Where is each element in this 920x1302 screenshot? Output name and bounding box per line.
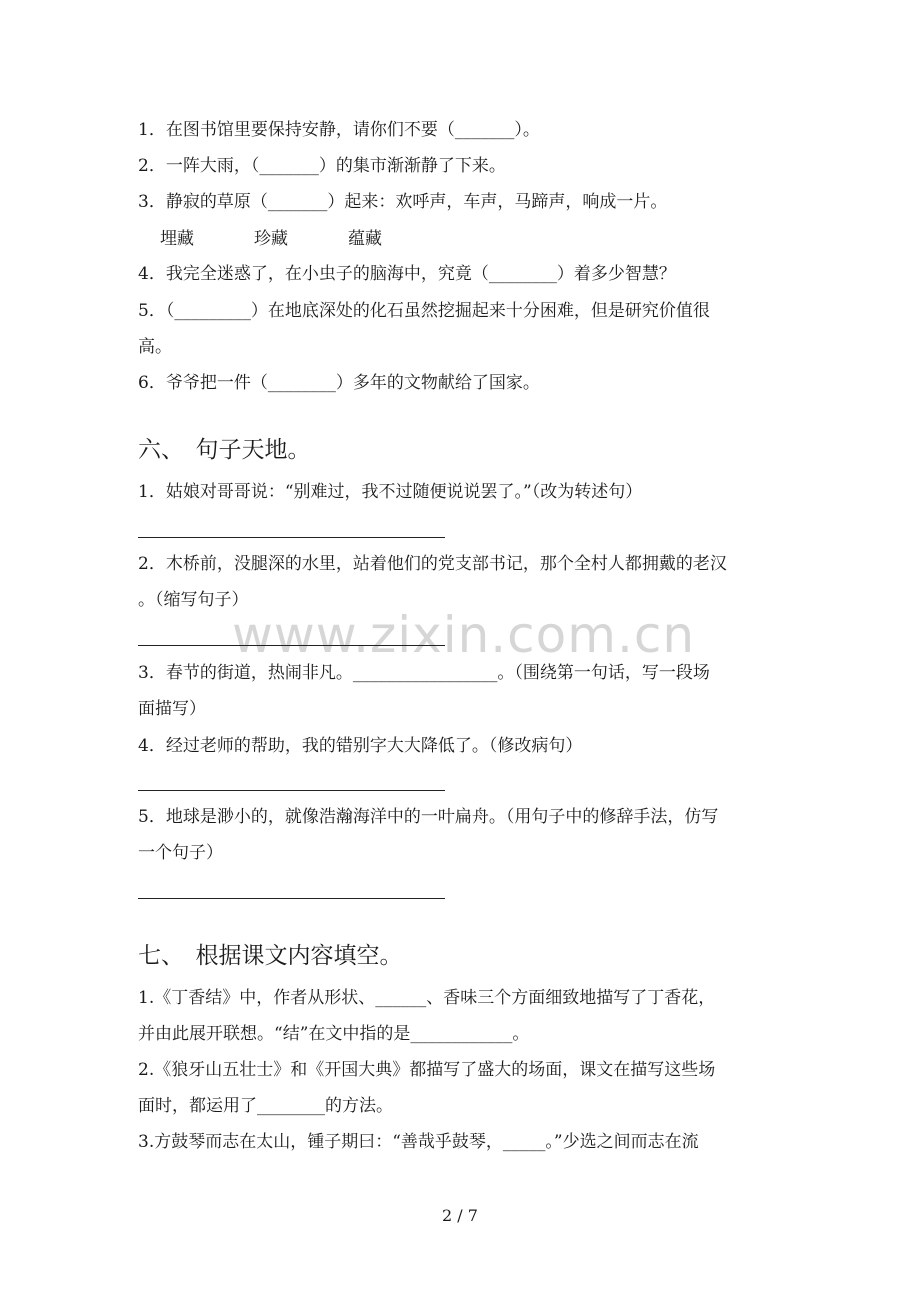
question-line: 一个句子） xyxy=(138,843,223,863)
question-line: 3．春节的街道，热闹非凡。_________________。（围绕第一句话，写一段场 xyxy=(138,663,710,683)
question-line: 4．经过老师的帮助，我的错别字大大降低了。（修改病句） xyxy=(138,736,583,756)
question-line: 3.方鼓琴而志在太山，锺子期曰：“善哉乎鼓琴，_____。”少选之间而志在流 xyxy=(138,1132,699,1152)
question-line: 2.《狼牙山五壮士》和《开国大典》都描写了盛大的场面，课文在描写这些场 xyxy=(138,1060,716,1080)
question-line: 2．木桥前，没腿深的水里，站着他们的党支部书记，那个全村人都拥戴的老汉 xyxy=(138,554,727,574)
word-choice: 珍藏 xyxy=(254,229,288,249)
question-line: 6．爷爷把一件（________）多年的文物献给了国家。 xyxy=(138,373,540,393)
answer-line xyxy=(138,790,445,791)
question-line: 5．（_________）在地底深处的化石虽然挖掘起来十分困难，但是研究价值很 xyxy=(138,301,710,321)
question-line: 面描写） xyxy=(138,699,206,719)
word-choices xyxy=(160,229,442,249)
question-line: 1.《丁香结》中，作者从形状、______、香味三个方面细致地描写了丁香花， xyxy=(138,988,716,1008)
word-choice: 埋藏 xyxy=(160,229,194,249)
question-line: 1．姑娘对哥哥说：“别难过，我不过随便说说罢了。”（改为转述句） xyxy=(138,482,643,502)
question-line: 5．地球是渺小的，就像浩瀚海洋中的一叶扁舟。（用句子中的修辞手法，仿写 xyxy=(138,807,719,827)
question-line: 1．在图书馆里要保持安静，请你们不要（_______）。 xyxy=(138,120,540,140)
question-line: 面时，都运用了________的方法。 xyxy=(138,1096,393,1116)
page-number: 2 / 7 xyxy=(442,1206,478,1225)
answer-line xyxy=(138,537,445,538)
question-line: 并由此展开联想。“结”在文中指的是____________。 xyxy=(138,1024,530,1044)
question-line: 2．一阵大雨，（_______）的集市渐渐静了下来。 xyxy=(138,156,506,176)
question-line: 高。 xyxy=(138,337,172,357)
question-line: 。（缩写句子） xyxy=(138,590,249,610)
word-choice: 蕴藏 xyxy=(348,229,382,249)
answer-line xyxy=(138,645,445,646)
section-heading: 六、 句子天地。 xyxy=(138,437,311,463)
answer-line xyxy=(138,898,445,899)
watermark: www.zixin.com.cn xyxy=(232,606,696,664)
question-line: 3．静寂的草原（_______）起来：欢呼声，车声，马蹄声，响成一片。 xyxy=(138,192,668,212)
section-heading: 七、 根据课文内容填空。 xyxy=(138,943,403,969)
question-line: 4．我完全迷惑了，在小虫子的脑海中，究竟（________）着多少智慧？ xyxy=(138,264,676,284)
